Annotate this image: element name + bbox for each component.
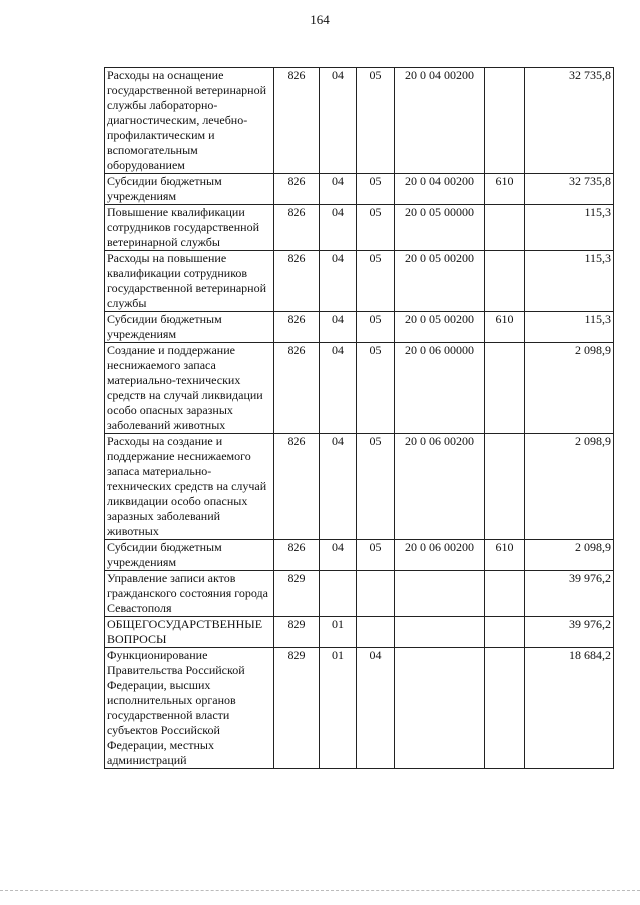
row-rz-cell: 04 bbox=[320, 251, 357, 312]
table-row bbox=[105, 205, 614, 251]
row-csr-cell bbox=[395, 617, 485, 648]
row-name-cell: Субсидии бюджетным учреждениям bbox=[105, 174, 274, 205]
row-rz-cell: 04 bbox=[320, 434, 357, 540]
row-name-cell: Управление записи актов гражданского состояния города Севастополя bbox=[105, 571, 274, 617]
table-row bbox=[105, 343, 614, 434]
table-row bbox=[105, 312, 614, 343]
row-csr-cell: 20 0 05 00000 bbox=[395, 205, 485, 251]
row-rz-cell: 01 bbox=[320, 648, 357, 769]
row-ved-cell: 826 bbox=[274, 312, 320, 343]
row-vr-cell bbox=[485, 205, 525, 251]
row-name-cell: Расходы на создание и поддержание неснижаемого запаса материально-технических средств на случай ликвидации особо опасных заразных заболеваний животных bbox=[105, 434, 274, 540]
row-rz-cell: 04 bbox=[320, 312, 357, 343]
table-row bbox=[105, 540, 614, 571]
row-name-cell: Функционирование Правительства Российской Федерации, высших исполнительных органов государственной власти субъектов Российской Федерации, местных администраций bbox=[105, 648, 274, 769]
table-row bbox=[105, 174, 614, 205]
row-ved-cell: 829 bbox=[274, 648, 320, 769]
scan-edge-line bbox=[0, 890, 640, 891]
row-pr-cell: 05 bbox=[357, 343, 395, 434]
row-pr-cell: 05 bbox=[357, 205, 395, 251]
row-csr-cell: 20 0 04 00200 bbox=[395, 68, 485, 174]
row-amount-cell: 2 098,9 bbox=[525, 540, 614, 571]
row-pr-cell: 04 bbox=[357, 648, 395, 769]
row-pr-cell bbox=[357, 617, 395, 648]
row-amount-cell: 39 976,2 bbox=[525, 617, 614, 648]
row-pr-cell: 05 bbox=[357, 312, 395, 343]
row-name-cell: Субсидии бюджетным учреждениям bbox=[105, 312, 274, 343]
table-row bbox=[105, 617, 614, 648]
row-pr-cell: 05 bbox=[357, 434, 395, 540]
row-csr-cell: 20 0 06 00200 bbox=[395, 540, 485, 571]
row-name-cell: ОБЩЕГОСУДАРСТВЕННЫЕ ВОПРОСЫ bbox=[105, 617, 274, 648]
row-ved-cell: 826 bbox=[274, 68, 320, 174]
row-csr-cell: 20 0 04 00200 bbox=[395, 174, 485, 205]
row-ved-cell: 826 bbox=[274, 205, 320, 251]
row-amount-cell: 2 098,9 bbox=[525, 343, 614, 434]
row-rz-cell: 01 bbox=[320, 617, 357, 648]
row-amount-cell: 32 735,8 bbox=[525, 68, 614, 174]
row-rz-cell: 04 bbox=[320, 343, 357, 434]
row-csr-cell: 20 0 05 00200 bbox=[395, 312, 485, 343]
row-pr-cell: 05 bbox=[357, 174, 395, 205]
row-ved-cell: 829 bbox=[274, 571, 320, 617]
row-pr-cell bbox=[357, 571, 395, 617]
row-rz-cell: 04 bbox=[320, 205, 357, 251]
row-rz-cell bbox=[320, 571, 357, 617]
row-vr-cell: 610 bbox=[485, 540, 525, 571]
row-csr-cell: 20 0 06 00000 bbox=[395, 343, 485, 434]
row-vr-cell: 610 bbox=[485, 174, 525, 205]
table-row bbox=[105, 68, 614, 174]
row-amount-cell: 115,3 bbox=[525, 205, 614, 251]
row-pr-cell: 05 bbox=[357, 540, 395, 571]
row-name-cell: Создание и поддержание неснижаемого запаса материально-технических средств на случай ликвидации особо опасных заразных заболеваний животных bbox=[105, 343, 274, 434]
row-vr-cell bbox=[485, 648, 525, 769]
table-row bbox=[105, 571, 614, 617]
row-amount-cell: 39 976,2 bbox=[525, 571, 614, 617]
row-vr-cell bbox=[485, 68, 525, 174]
table-row bbox=[105, 434, 614, 540]
row-amount-cell: 2 098,9 bbox=[525, 434, 614, 540]
table-row bbox=[105, 648, 614, 769]
row-pr-cell: 05 bbox=[357, 251, 395, 312]
row-rz-cell: 04 bbox=[320, 68, 357, 174]
row-amount-cell: 115,3 bbox=[525, 251, 614, 312]
row-csr-cell bbox=[395, 571, 485, 617]
page-number: 164 bbox=[310, 12, 330, 27]
row-ved-cell: 826 bbox=[274, 434, 320, 540]
row-ved-cell: 826 bbox=[274, 540, 320, 571]
row-name-cell: Расходы на оснащение государственной ветеринарной службы лабораторно-диагностическим, лечебно-профилактическим и вспомогательным оборудованием bbox=[105, 68, 274, 174]
row-amount-cell: 115,3 bbox=[525, 312, 614, 343]
table-row bbox=[105, 251, 614, 312]
row-csr-cell: 20 0 06 00200 bbox=[395, 434, 485, 540]
row-vr-cell bbox=[485, 251, 525, 312]
row-vr-cell bbox=[485, 617, 525, 648]
row-csr-cell bbox=[395, 648, 485, 769]
row-rz-cell: 04 bbox=[320, 540, 357, 571]
row-ved-cell: 826 bbox=[274, 251, 320, 312]
row-amount-cell: 32 735,8 bbox=[525, 174, 614, 205]
row-vr-cell bbox=[485, 434, 525, 540]
budget-table bbox=[104, 67, 614, 769]
row-name-cell: Повышение квалификации сотрудников государственной ветеринарной службы bbox=[105, 205, 274, 251]
row-vr-cell bbox=[485, 571, 525, 617]
row-vr-cell: 610 bbox=[485, 312, 525, 343]
row-name-cell: Расходы на повышение квалификации сотрудников государственной ветеринарной службы bbox=[105, 251, 274, 312]
row-pr-cell: 05 bbox=[357, 68, 395, 174]
row-rz-cell: 04 bbox=[320, 174, 357, 205]
row-ved-cell: 826 bbox=[274, 174, 320, 205]
row-amount-cell: 18 684,2 bbox=[525, 648, 614, 769]
row-vr-cell bbox=[485, 343, 525, 434]
row-csr-cell: 20 0 05 00200 bbox=[395, 251, 485, 312]
budget-table-body bbox=[105, 68, 614, 769]
row-ved-cell: 829 bbox=[274, 617, 320, 648]
row-ved-cell: 826 bbox=[274, 343, 320, 434]
row-name-cell: Субсидии бюджетным учреждениям bbox=[105, 540, 274, 571]
